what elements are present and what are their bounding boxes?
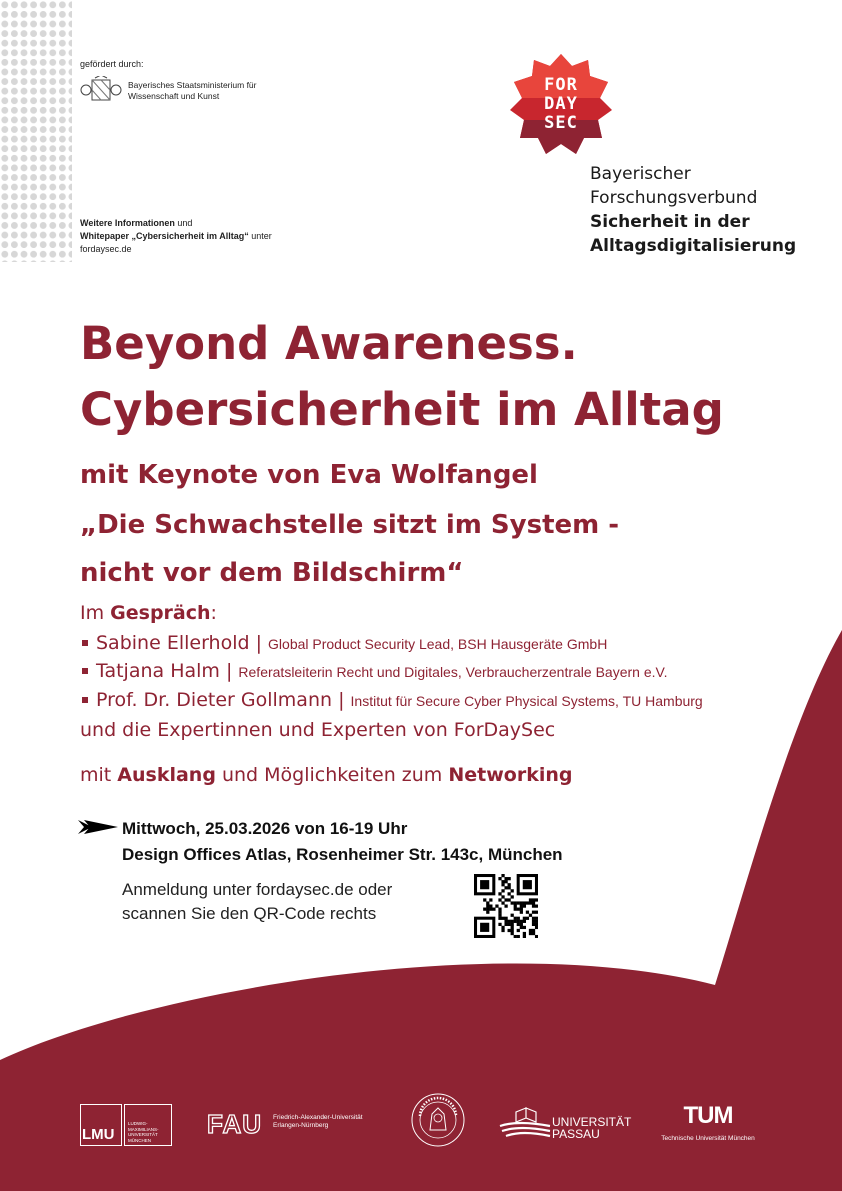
passau-line1: UNIVERSITÄT <box>552 1115 632 1129</box>
event-details <box>122 816 563 868</box>
closing-mid: und Möglichkeiten zum <box>215 764 449 786</box>
speaker-role: Institut für Secure Cyber Physical Systems, TU Hamburg <box>350 693 703 709</box>
info-text1: und <box>174 218 193 228</box>
fau-text: FAU <box>207 1109 262 1139</box>
bullet-icon <box>82 697 88 703</box>
logo-desc4: Alltagsdigitalisierung <box>590 236 797 256</box>
bullet-icon <box>82 668 88 674</box>
fordaysec-logo <box>508 52 614 156</box>
info-block <box>80 217 320 256</box>
passau-book-icon <box>498 1106 554 1140</box>
conversation-heading <box>80 600 217 626</box>
closing-prefix: mit <box>80 764 118 786</box>
tum-logo <box>652 1104 764 1144</box>
logo-description <box>590 162 796 258</box>
register-line2: scannen Sie den QR-Code rechts <box>122 904 377 923</box>
logo-line1: FOR <box>544 75 578 95</box>
logo-desc1: Bayerischer <box>590 164 691 184</box>
speaker-name: Tatjana Halm | <box>96 660 239 682</box>
tum-text: TUM <box>683 1102 733 1129</box>
lmu-sub3: UNIVERSITÄT <box>128 1132 158 1137</box>
conv-prefix: Im <box>80 602 111 624</box>
closing-bold1: Ausklang <box>117 764 216 786</box>
lmu-sub1: LUDWIG- <box>128 1121 148 1126</box>
info-url[interactable]: fordaysec.de <box>80 244 132 254</box>
quote-line2: nicht vor dem Bildschirm“ <box>80 558 464 588</box>
speaker-item <box>80 660 667 682</box>
speaker-item <box>80 632 607 654</box>
speaker-name: Prof. Dr. Dieter Gollmann | <box>96 689 351 711</box>
dot-pattern <box>0 0 72 262</box>
info-text2: unter <box>248 231 272 241</box>
lmu-sub2: MAXIMILIANS- <box>128 1126 159 1132</box>
speaker-item <box>80 689 703 711</box>
bamberg-seal-icon <box>410 1092 466 1148</box>
logo-line2: DAY <box>544 94 578 114</box>
speaker-role: Global Product Security Lead, BSH Hausgeräte GmbH <box>268 636 608 652</box>
keynote-line: mit Keynote von Eva Wolfangel <box>80 460 538 490</box>
event-venue: Design Offices Atlas, Rosenheimer Str. 143c, München <box>122 845 563 864</box>
ministry-line2: Wissenschaft und Kunst <box>128 91 220 101</box>
passau-line2: PASSAU <box>552 1127 600 1141</box>
funded-by-label: gefördert durch: <box>80 59 144 69</box>
quote-line1: „Die Schwachstelle sitzt im System - <box>80 510 620 540</box>
tum-sub: Technische Universität München <box>661 1135 755 1142</box>
closing-line <box>80 762 572 788</box>
fau-sub1: Friedrich-Alexander-Universität <box>273 1114 363 1121</box>
event-date: Mittwoch, 25.03.2026 von 16-19 Uhr <box>122 819 408 838</box>
arrow-icon <box>78 818 118 836</box>
title-line2: Cybersicherheit im Alltag <box>80 383 724 436</box>
ministry-line1: Bayerisches Staatsministerium für <box>128 80 257 90</box>
logo-line3: SEC <box>544 113 578 133</box>
logo-desc2: Forschungsverbund <box>590 188 758 208</box>
lmu-logo <box>80 1104 172 1146</box>
qr-code[interactable] <box>474 874 538 938</box>
fau-logo <box>207 1109 363 1139</box>
register-line1: Anmeldung unter fordaysec.de oder <box>122 880 393 899</box>
conv-suffix: : <box>210 602 217 624</box>
speaker-role: Referatsleiterin Recht und Digitales, Verbraucherzentrale Bayern e.V. <box>238 664 668 680</box>
fau-sub2: Erlangen-Nürnberg <box>273 1122 329 1129</box>
lmu-sub4: MÜNCHEN <box>128 1137 151 1143</box>
logo-desc3: Sicherheit in der <box>590 212 750 232</box>
lmu-text: LMU <box>82 1126 115 1143</box>
bullet-icon <box>82 640 88 646</box>
info-bold2: Whitepaper „Cybersicherheit im Alltag“ <box>80 231 249 241</box>
experts-line: und die Expertinnen und Experten von ForDaySec <box>80 719 556 741</box>
closing-bold2: Networking <box>448 764 573 786</box>
conv-bold: Gespräch <box>110 602 211 624</box>
bavarian-coat-of-arms-icon <box>80 76 122 104</box>
registration-info <box>122 878 392 926</box>
title-line1: Beyond Awareness. <box>80 317 578 370</box>
info-bold1: Weitere Informationen <box>80 218 175 228</box>
speaker-name: Sabine Ellerhold | <box>96 632 269 654</box>
